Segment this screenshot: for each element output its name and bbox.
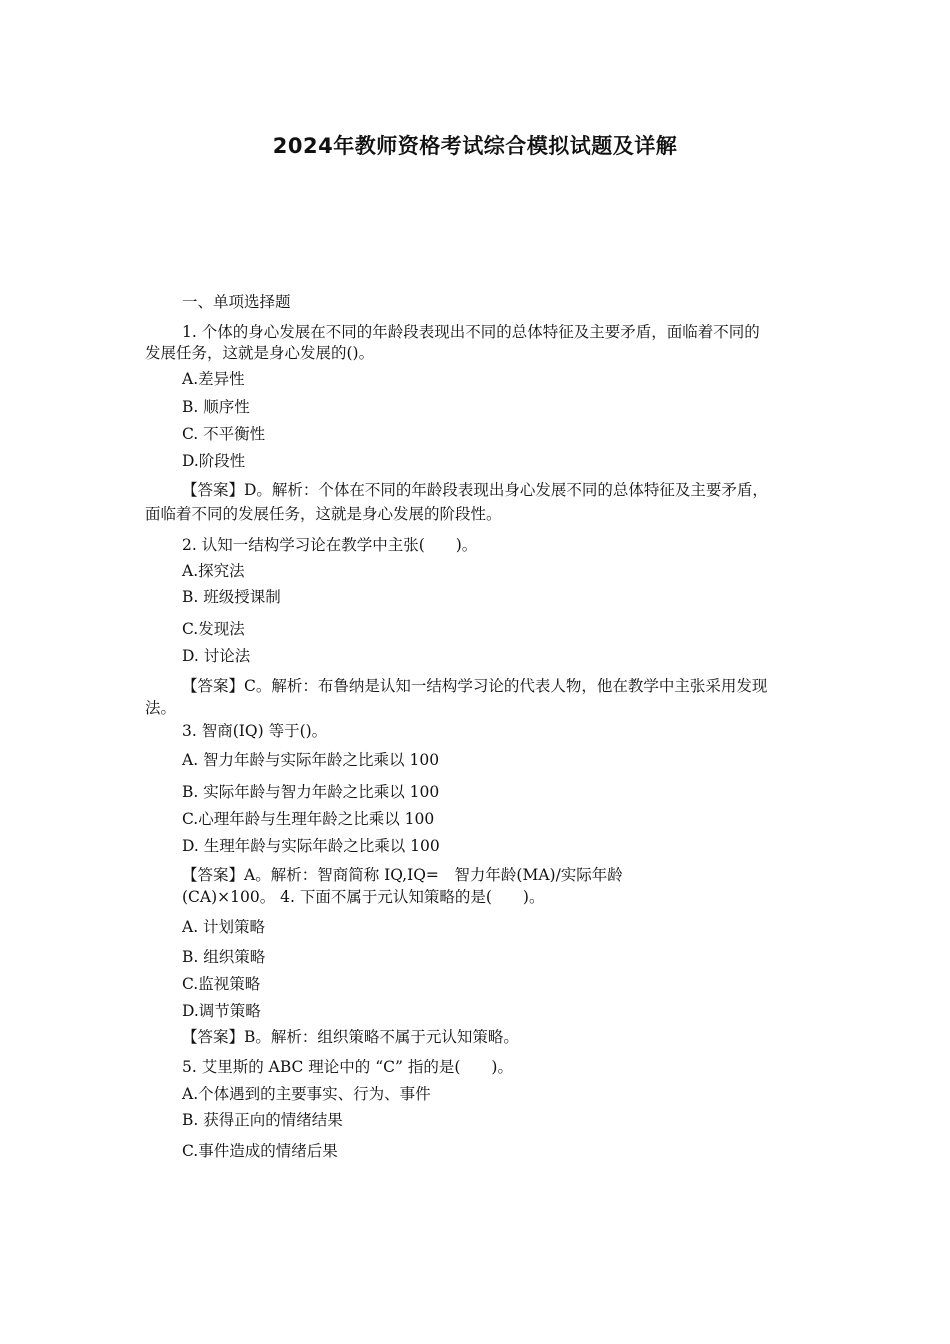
text-line: C.事件造成的情绪后果 — [182, 1142, 338, 1160]
text-line: 一、单项选择题 — [182, 293, 291, 311]
text-line: B. 组织策略 — [182, 948, 266, 966]
text-line: A. 计划策略 — [182, 918, 266, 936]
text-line: 5. 艾里斯的 ABC 理论中的 “C” 指的是( )。 — [182, 1058, 513, 1076]
text-line: 【答案】C。解析：布鲁纳是认知一结构学习论的代表人物，他在教学中主张采用发现 — [182, 677, 768, 695]
text-line: B. 实际年龄与智力年龄之比乘以 100 — [182, 783, 440, 801]
text-line: 【答案】D。解析：个体在不同的年龄段表现出身心发展不同的总体特征及主要矛盾， — [182, 481, 768, 499]
text-line: D.阶段性 — [182, 452, 246, 470]
text-line: D. 生理年龄与实际年龄之比乘以 100 — [182, 837, 440, 855]
text-line: 【答案】B。解析：组织策略不属于元认知策略。 — [182, 1028, 519, 1046]
text-line: A.探究法 — [182, 562, 245, 580]
text-line: A.差异性 — [182, 370, 245, 388]
text-line: 1. 个体的身心发展在不同的年龄段表现出不同的总体特征及主要矛盾，面临着不同的 — [182, 323, 760, 341]
text-line: A. 智力年龄与实际年龄之比乘以 100 — [182, 751, 440, 769]
text-line: B. 获得正向的情绪结果 — [182, 1111, 343, 1129]
text-line: B. 顺序性 — [182, 398, 250, 416]
text-line: A.个体遇到的主要事实、行为、事件 — [182, 1085, 431, 1103]
text-line: C.发现法 — [182, 620, 245, 638]
text-line: B. 班级授课制 — [182, 588, 281, 606]
text-line: 法。 — [145, 699, 177, 717]
text-line: C. 不平衡性 — [182, 425, 266, 443]
document-title: 2024年教师资格考试综合模拟试题及详解 — [272, 134, 678, 158]
text-line: 3. 智商(IQ) 等于()。 — [182, 722, 328, 740]
text-line: 发展任务，这就是身心发展的()。 — [145, 344, 375, 362]
text-line: C.心理年龄与生理年龄之比乘以 100 — [182, 810, 435, 828]
text-line: 【答案】A。解析：智商简称 IQ,IQ= 智力年龄(MA)/实际年龄 — [182, 866, 623, 884]
text-line: (CA)×100。 4. 下面不属于元认知策略的是( )。 — [182, 888, 545, 906]
text-line: D.调节策略 — [182, 1002, 261, 1020]
text-line: 面临着不同的发展任务，这就是身心发展的阶段性。 — [145, 505, 502, 523]
text-line: C.监视策略 — [182, 975, 261, 993]
text-line: 2. 认知一结构学习论在教学中主张( )。 — [182, 536, 478, 554]
text-line: D. 讨论法 — [182, 647, 251, 665]
